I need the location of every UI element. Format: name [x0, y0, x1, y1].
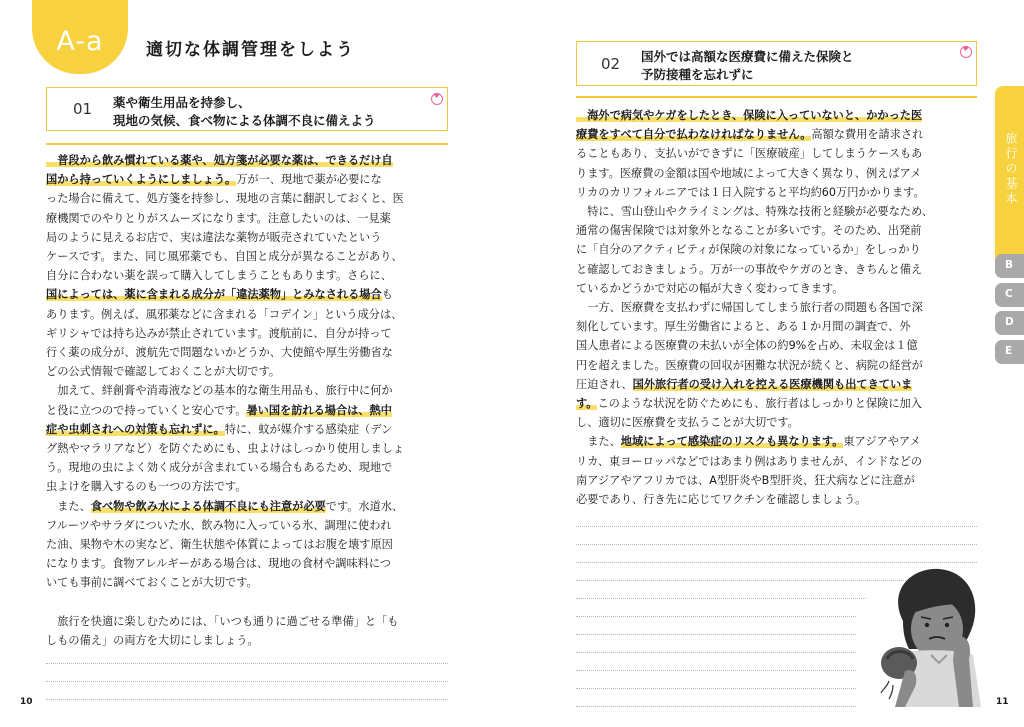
body-text-line: [46, 362, 280, 381]
text-run: 局のように見えるお店で、実は違法な薬物が販売されていたという: [46, 230, 382, 244]
text-run: 万が一、現地で薬が必要にな: [236, 173, 382, 187]
tab-e[interactable]: [995, 340, 1024, 364]
body-text-line: [576, 298, 923, 317]
text-run: た油、果物や木の実など、衛生状態や体質によってはお腹を壊す原因: [46, 538, 393, 551]
text-run: ギリシャでは持ち込みが禁止されています。渡航前に、自分が持って: [46, 326, 392, 340]
body-text-line: [46, 477, 246, 496]
text-run: う。現地の虫によく効く成分が含まれている場合もあるため、現地で: [46, 461, 393, 475]
sick-person-illustration: [869, 563, 981, 707]
text-run: 虫よけを購入するのも一つの方法です。: [46, 480, 247, 494]
text-run: しもの備え」の両方を大切にしましょう。: [46, 634, 259, 647]
text-run: 旅行を快適に楽しむためには、「いつも通りに過ごせる準備」と「も: [46, 614, 399, 628]
text-run: あります。例えば、風邪薬などに含まれる「コデイン」という成分は、: [46, 307, 403, 321]
memo-line: [576, 526, 977, 527]
tab-e-label: E: [1005, 345, 1013, 357]
text-run: 特に、雪山登山やクライミングは、特殊な技術と経験が必要なため、: [576, 205, 933, 218]
topic-title-line1: 国外では高額な医療費に備えた保険と: [641, 49, 854, 64]
section-badge: [32, 0, 128, 74]
text-run: 東アジアやアメ: [843, 435, 921, 449]
body-text-line: [46, 266, 392, 285]
text-run: また、: [576, 435, 621, 449]
tab-c-label: C: [1005, 288, 1013, 300]
memo-line: [576, 544, 977, 545]
body-text-line: [46, 381, 393, 400]
text-run: になります。食物アレルギーがある場合は、現地の食材や調味料につ: [46, 557, 391, 571]
text-run: 刻化しています。厚生労働省によると、ある１か月間の調査で、外: [576, 320, 911, 334]
body-text-line: [46, 343, 393, 362]
body-text-line: [46, 228, 381, 247]
body-text-line: [576, 125, 923, 144]
body-text-line: [46, 209, 391, 228]
body-text-line: [46, 305, 402, 324]
section-label: A-a: [56, 26, 104, 57]
text-run: フルーツやサラダについた水、飲み物に入っている氷、調理に使われ: [46, 518, 392, 532]
right-page: [512, 0, 1024, 727]
memo-line: [576, 706, 856, 707]
tab-b-label: B: [1005, 259, 1014, 271]
body-text-line: [576, 317, 911, 336]
memo-line: [576, 634, 856, 635]
memo-line: [576, 652, 856, 653]
text-run: グ熱やマラリアなど）を防ぐためにも、虫よけはしっかり使用しましょ: [46, 442, 405, 455]
topic-title-line2: 予防接種を忘れずに: [641, 67, 754, 82]
body-text-line: [46, 535, 393, 554]
highlighted-text: 海外で病気やケガをしたとき、保険に入っていないと、かかった医: [576, 109, 923, 122]
text-run: 圧迫され、: [576, 377, 633, 391]
body-text-line: [46, 285, 393, 304]
body-text-line: [576, 375, 912, 394]
text-run: し、適切に医療費を支払うことが大切です。: [576, 416, 799, 430]
body-text-line: [576, 471, 915, 490]
body-text-line: [46, 497, 403, 516]
tab-b[interactable]: [995, 254, 1024, 278]
memo-line: [46, 681, 448, 682]
body-text-line: [576, 106, 922, 125]
body-text-line: [46, 189, 404, 208]
highlighted-text: 普段から飲み慣れている薬や、処方箋が必要な薬は、できるだけ自: [46, 154, 393, 167]
heart-icon: [431, 93, 443, 105]
text-run: 国人患者による医療費の未払いが全体の約9%を占め、未収金は１億: [576, 339, 918, 353]
body-text-line: [46, 516, 392, 535]
text-run: 自分に合わない薬を誤って購入してしまうこともあります。さらに、: [46, 269, 392, 283]
body-text-line: [576, 164, 921, 183]
body-text-line: [46, 573, 258, 592]
body-text-line: [576, 336, 918, 355]
page-number: 11: [996, 697, 1009, 707]
body-text-line: [576, 279, 844, 298]
text-run: 高額な費用を請求され: [811, 128, 924, 142]
body-text-line: [46, 554, 391, 573]
highlighted-text: 暑い国を訪れる場合は、熱中: [246, 403, 392, 417]
text-run: 通常の傷害保険では対象外となることが多いです。そのため、出発前: [576, 224, 922, 238]
body-text-line: [46, 439, 404, 458]
text-run: 円を超えました。医療費の回収が困難な状況が続くと、病院の経営が: [576, 358, 923, 372]
topic-number: 02: [601, 55, 621, 73]
body-text-line: [576, 260, 922, 279]
text-run: 特に、蚊が媒介する感染症（デン: [224, 422, 393, 436]
text-run: と確認しておきましょう。万が一の事故やケガのとき、きちんと備え: [576, 262, 923, 276]
body-text-line: [576, 144, 922, 163]
body-text-line: [576, 490, 866, 509]
body-text-line: [576, 432, 921, 451]
memo-line: [576, 688, 856, 689]
text-run: ケースです。また、同じ風邪薬でも、自国と成分が異なることがあり、: [46, 250, 403, 263]
body-text-line: [46, 631, 259, 650]
text-run: リカ、東ヨーロッパなどではあまり例はありませんが、インドなどの: [576, 454, 923, 468]
memo-line: [576, 616, 856, 617]
text-run: 必要であり、行き先に応じてワクチンを確認しましょう。: [576, 493, 867, 506]
topic-box-02: [576, 41, 977, 86]
text-run: に「自分のアクティビティが保険の対象になっているか」をしっかり: [576, 243, 921, 257]
body-text-line: [46, 151, 393, 170]
page-number: 10: [20, 697, 33, 707]
text-run: 南アジアやアフリカでは、A型肝炎やB型肝炎、狂犬病などに注意が: [576, 473, 915, 487]
highlighted-text: 療費をすべて自分で払わなければなりません。: [576, 128, 812, 142]
body-text-line: [46, 458, 392, 477]
body-text-line: [46, 612, 398, 631]
highlighted-text: 症や虫刺されへの対策も忘れずに。: [46, 422, 225, 436]
text-run: また、: [46, 499, 91, 513]
body-text-line: [576, 394, 922, 413]
text-run: どの公式情報で確認しておくことが大切です。: [46, 365, 281, 379]
tab-d-label: D: [1005, 316, 1014, 328]
text-run: です。水道水、: [325, 499, 404, 513]
topic-title-line2: 現地の気候、食べ物による体調不良に備えよう: [113, 113, 376, 128]
topic-box-01: [46, 87, 448, 131]
text-run: った場合に備えて、処方箋を持参し、現地の言葉に翻訳しておくと、医: [46, 192, 404, 206]
tab-d[interactable]: [995, 311, 1024, 335]
body-text-line: [576, 356, 923, 375]
text-run: 加えて、絆創膏や消毒液などの基本的な衛生用品も、旅行中に何か: [46, 384, 393, 398]
highlighted-text: 地域によって感染症のリスクも異なります。: [620, 435, 844, 449]
tab-travel-basics-label: 旅行の基本: [1004, 132, 1018, 207]
text-run: ているかどうかで対応の幅が大きく変わってきます。: [576, 281, 844, 295]
highlighted-text: す。: [576, 397, 598, 410]
text-run: このような状況を防ぐためにも、旅行者はしっかりと保険に加入: [597, 397, 922, 410]
body-text-line: [46, 420, 392, 439]
topic-number: 01: [73, 100, 93, 118]
body-text-line: [576, 452, 922, 471]
text-run: 一方、医療費を支払わずに帰国してしまう旅行者の問題も各国で深: [576, 301, 923, 314]
topic-title-line1: 薬や衛生用品を持参し、: [113, 95, 251, 110]
highlighted-text: 国外旅行者の受け入れを控える医療機関も出てきていま: [632, 377, 913, 391]
body-text-line: [576, 413, 799, 432]
text-run: いても事前に調べておくことが大切です。: [46, 576, 258, 590]
text-run: ります。医療費の金額は国や地域によって大きく異なり、例えばアメ: [576, 166, 922, 180]
memo-line: [576, 598, 866, 599]
memo-line: [46, 699, 448, 700]
memo-line: [576, 670, 856, 671]
body-text-line: [576, 240, 921, 259]
body-text-line: [46, 170, 382, 189]
divider: [576, 96, 977, 98]
body-text-line: [46, 247, 403, 266]
text-run: リカのカリフォルニアでは１日入院すると平均約60万円かかります。: [576, 185, 925, 199]
heart-icon: [960, 46, 972, 58]
highlighted-text: 食べ物や飲み水による体調不良にも注意が必要: [90, 499, 326, 513]
body-text-line: [576, 202, 933, 221]
body-text-line: [46, 401, 392, 420]
memo-line: [46, 663, 448, 664]
highlighted-text: 国によっては、薬に含まれる成分が「違法薬物」とみなされる場合: [46, 288, 382, 302]
tab-travel-basics[interactable]: [995, 86, 1024, 272]
text-run: と役に立つので持っていくと安心です。: [46, 403, 247, 417]
text-run: も: [381, 288, 393, 302]
body-text-line: [576, 183, 925, 202]
section-title: 適切な体調管理をしよう: [146, 40, 355, 60]
tab-c[interactable]: [995, 283, 1024, 307]
text-run: 療機関でのやりとりがスムーズになります。注意したいのは、一見薬: [46, 211, 391, 225]
body-text-line: [46, 324, 392, 343]
text-run: ることもあり、支払いができずに「医療破産」してしまうケースもあ: [576, 147, 923, 161]
highlighted-text: 国から持っていくようにしましょう。: [46, 173, 237, 187]
memo-line: [576, 580, 906, 581]
text-run: 行く薬の成分が、渡航先で問題ないかどうか、大使館や厚生労働省な: [46, 346, 393, 359]
divider: [46, 143, 448, 145]
body-text-line: [576, 221, 921, 240]
